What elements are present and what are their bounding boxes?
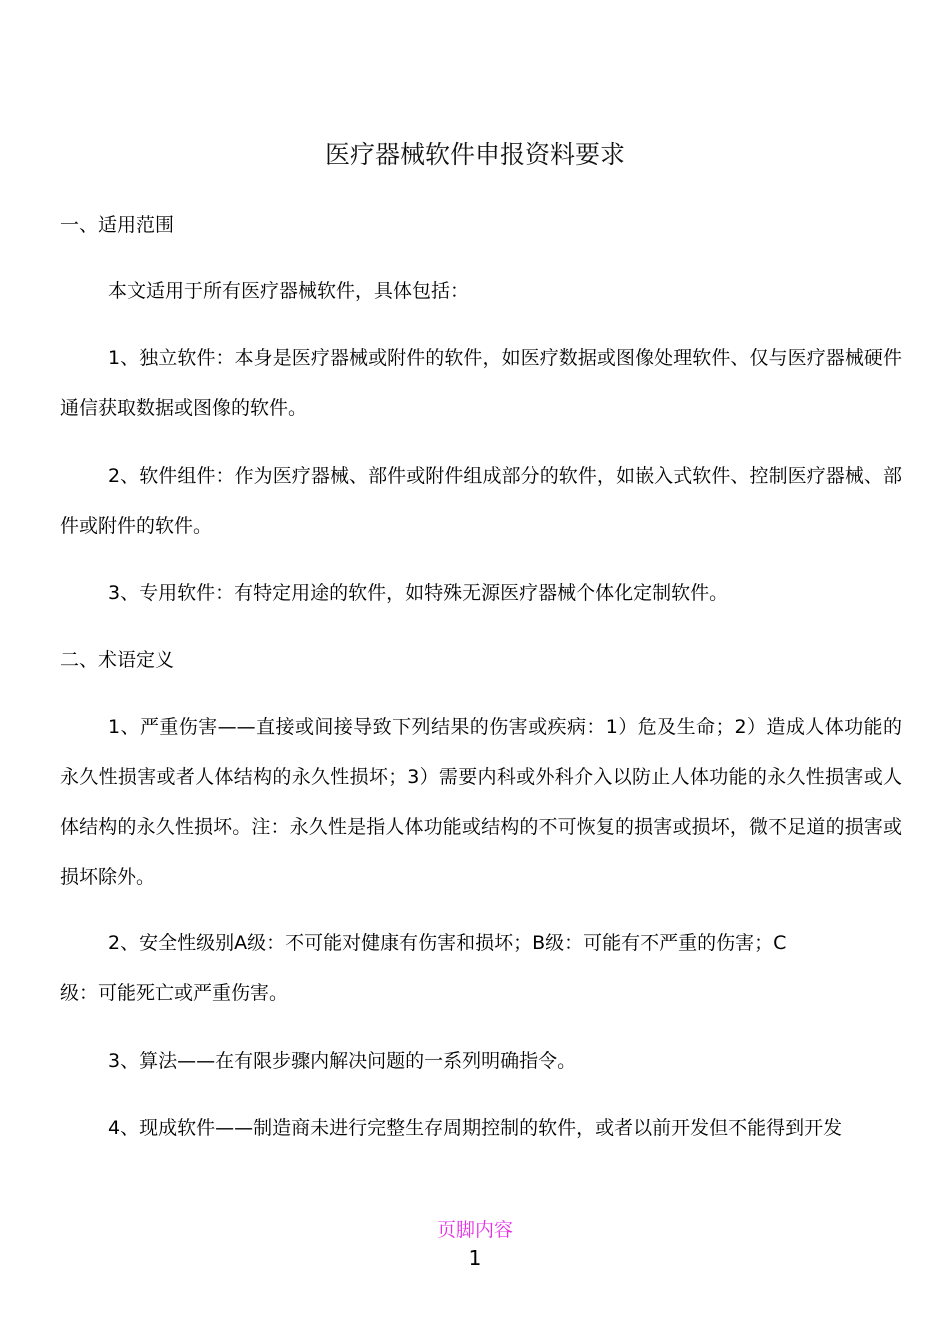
footer-label: 页脚内容 <box>436 1219 513 1241</box>
paragraph-ots-software: 4、现成软件——制造商未进行完整生存周期控制的软件，或者以前开发但不能得到开发 <box>108 1117 843 1139</box>
paragraph-software-component: 2、软件组件：作为医疗器械、部件或附件组成部分的软件，如嵌入式软件、控制医疗器械、部件或附件的软件。 <box>60 465 902 537</box>
section-heading-scope: 一、适用范围 <box>60 214 175 236</box>
paragraph-dedicated-software: 3、专用软件：有特定用途的软件，如特殊无源医疗器械个体化定制软件。 <box>108 582 729 604</box>
document-title: 医疗器械软件申报资料要求 <box>324 140 625 169</box>
paragraph-safety-level: 2、安全性级别A级：不可能对健康有伤害和损坏；B级：可能有不严重的伤害；C级：可能死亡或严重伤害。 <box>60 932 787 1004</box>
paragraph-serious-injury: 1、严重伤害——直接或间接导致下列结果的伤害或疾病：1）危及生命；2）造成人体功能的永久性损害或者人体结构的永久性损坏；3）需要内科或外科介入以防止人体功能的永久性损害或人体结构的永久性损坏。注：永久性是指人体功能或结构的不可恢复的损害或损坏，微不足道的损害或损坏除外。 <box>60 716 902 888</box>
paragraph-standalone-software: 1、独立软件：本身是医疗器械或附件的软件，如医疗数据或图像处理软件、仅与医疗器械硬件通信获取数据或图像的软件。 <box>60 347 902 419</box>
paragraph-algorithm: 3、算法——在有限步骤内解决问题的一系列明确指令。 <box>108 1050 577 1072</box>
section-heading-terms: 二、术语定义 <box>60 649 175 671</box>
paragraph-scope-intro: 本文适用于所有医疗器械软件，具体包括： <box>108 280 470 302</box>
page-number: 1 <box>468 1246 482 1270</box>
